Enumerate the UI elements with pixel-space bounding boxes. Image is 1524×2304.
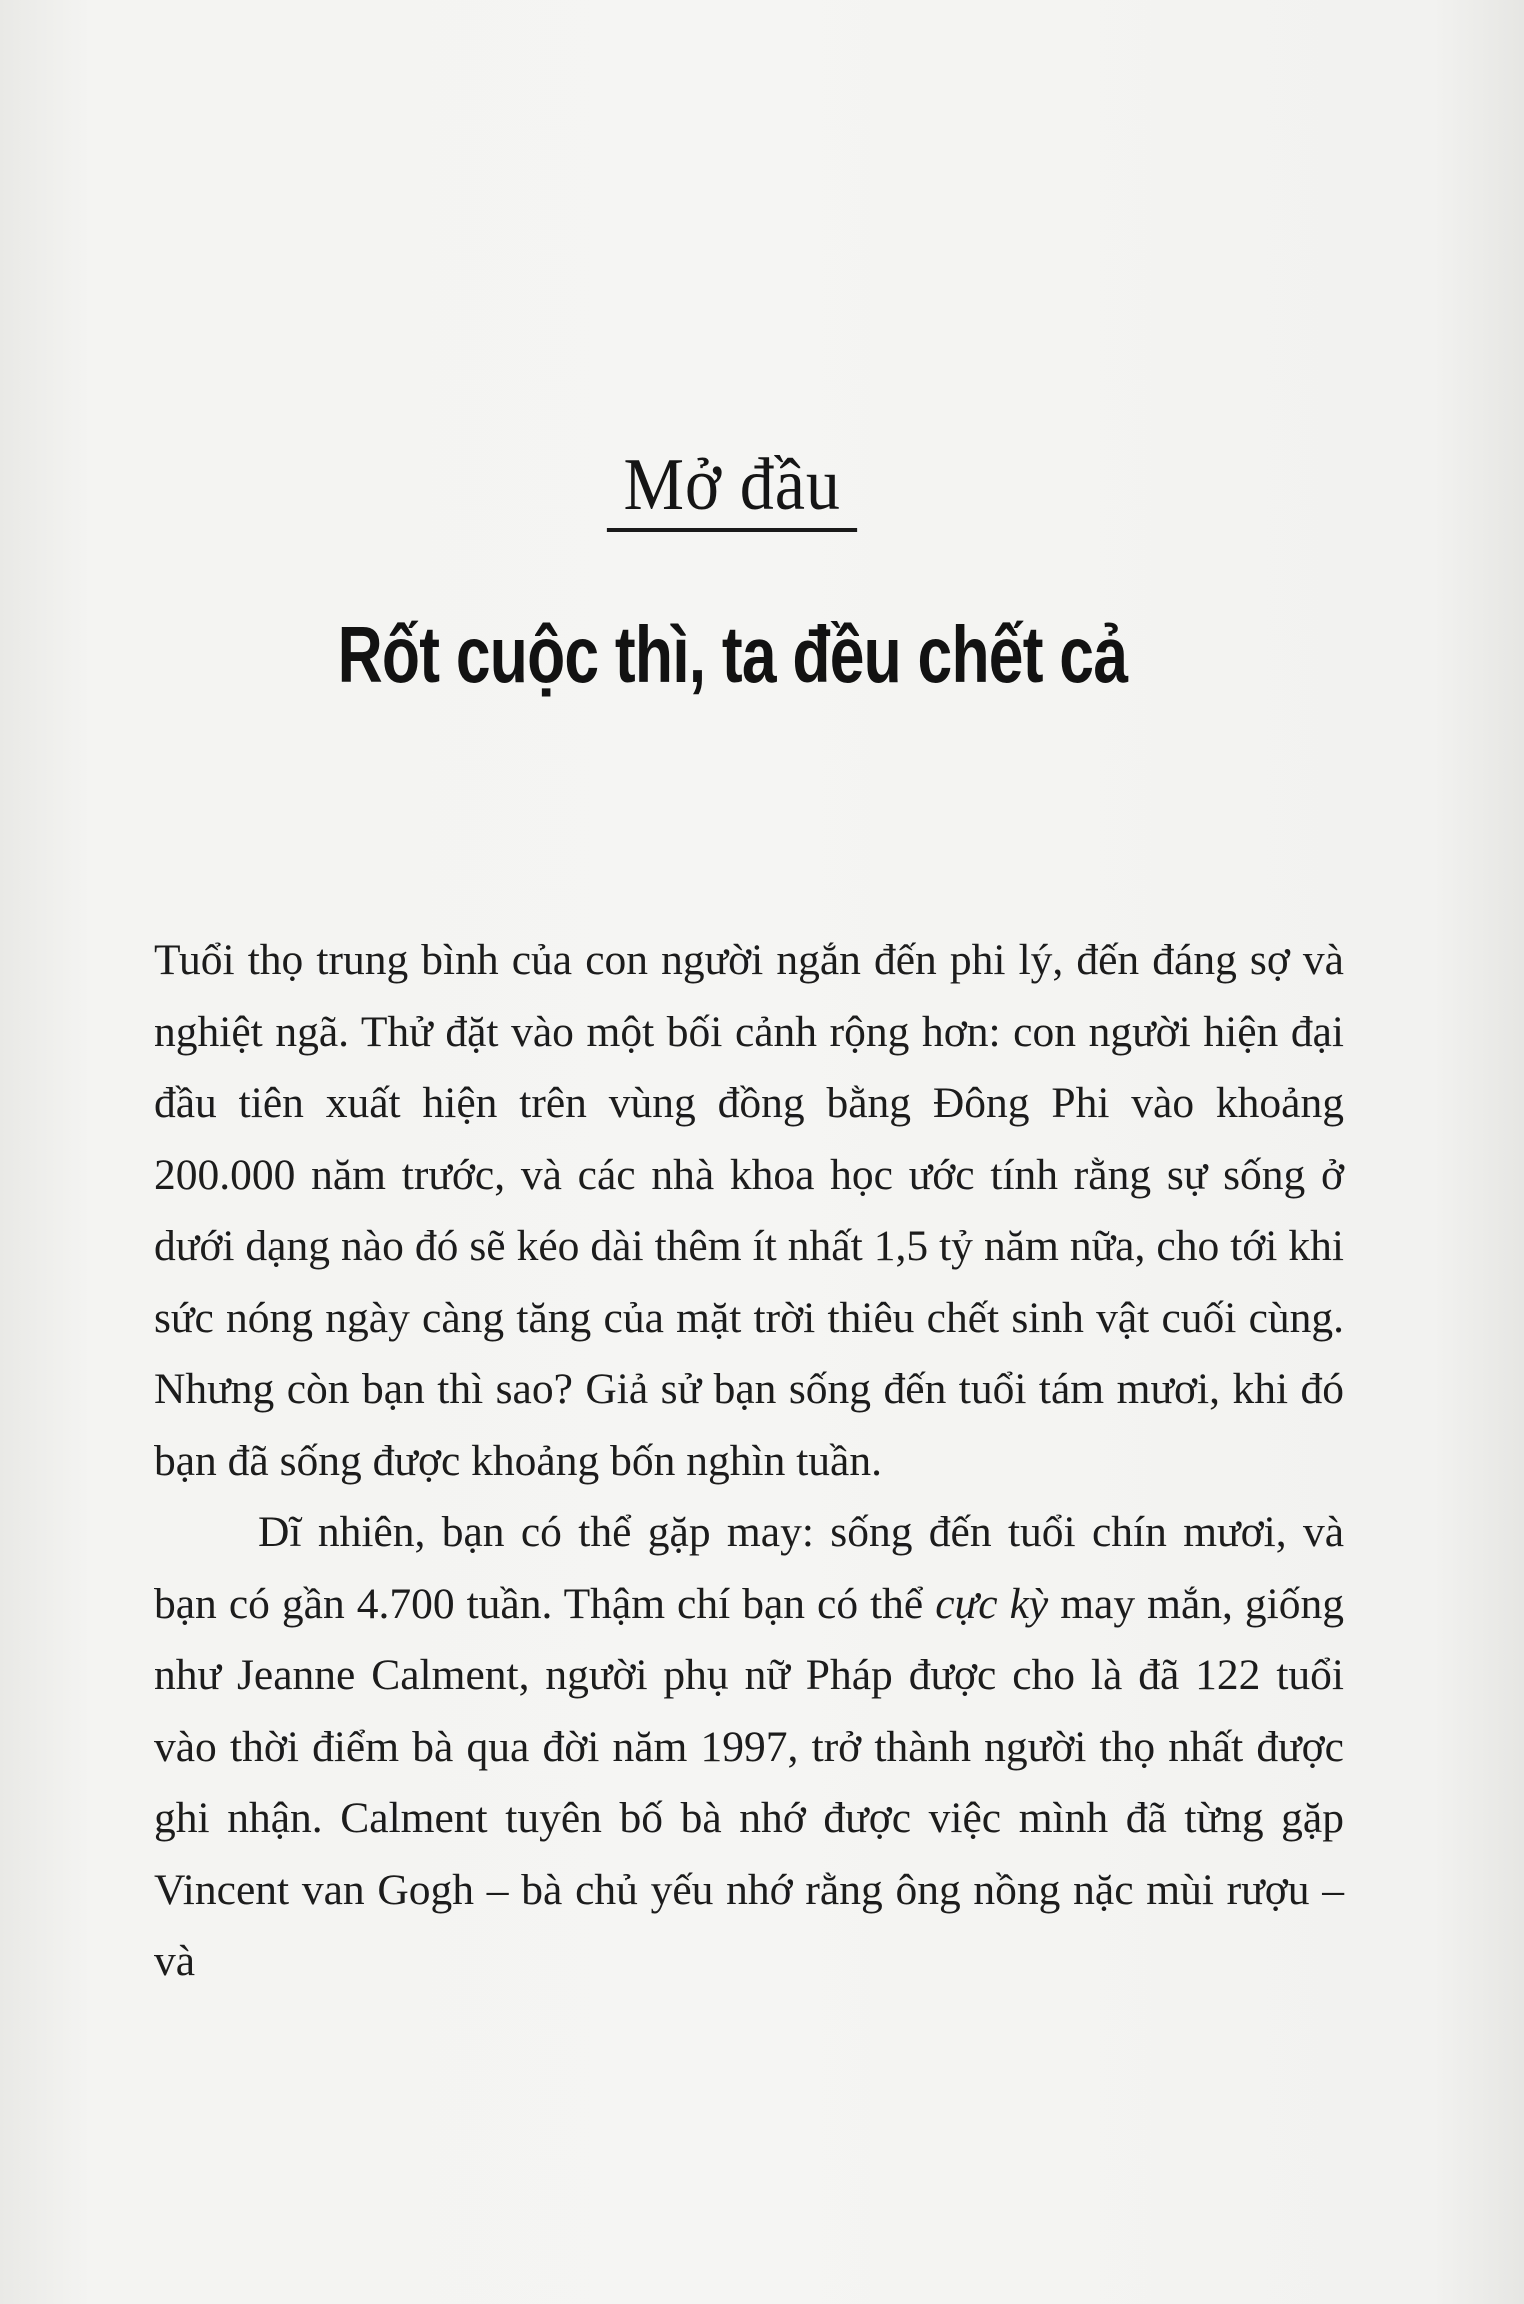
paragraph-2-part-2: may mắn, giống như Jeanne Calment, người phụ nữ Pháp được cho là đã 122 tuổi vào thời điểm bà qua đời năm 1997, trở thành người thọ nhất được ghi nhận. Calment tuyên bố bà nhớ được việc mình đã từng gặp Vincent van Gogh – bà chủ yếu nhớ rằng ông nồng nặc mùi rượu – và	[154, 1579, 1344, 1985]
chapter-label-text: Mở đầu	[607, 448, 857, 532]
chapter-label	[0, 444, 1465, 532]
paragraph-1: Tuổi thọ trung bình của con người ngắn đến phi lý, đến đáng sợ và nghiệt ngã. Thử đặt vào một bối cảnh rộng hơn: con người hiện đại đầu tiên xuất hiện trên vùng đồng bằng Đông Phi vào khoảng 200.000 năm trước, và các nhà khoa học ước tính rằng sự sống ở dưới dạng nào đó sẽ kéo dài thêm ít nhất 1,5 tỷ năm nữa, cho tới khi sức nóng ngày càng tăng của mặt trời thiêu chết sinh vật cuối cùng. Nhưng còn bạn thì sao? Giả sử bạn sống đến tuổi tám mươi, khi đó bạn đã sống được khoảng bốn nghìn tuần.	[154, 936, 1344, 1485]
paragraph-2-part-1: Dĩ nhiên, bạn có thể gặp may: sống đến tuổi chín mươi, và bạn có gần 4.700 tuần. Thậm chí bạn có thể	[154, 1508, 1344, 1628]
chapter-title: Rốt cuộc thì, ta đều chết cả	[337, 610, 1128, 699]
paragraph-2	[154, 1497, 1344, 1998]
body-text	[154, 925, 1344, 1998]
paragraph-2-emphasis: cực kỳ	[935, 1579, 1049, 1628]
